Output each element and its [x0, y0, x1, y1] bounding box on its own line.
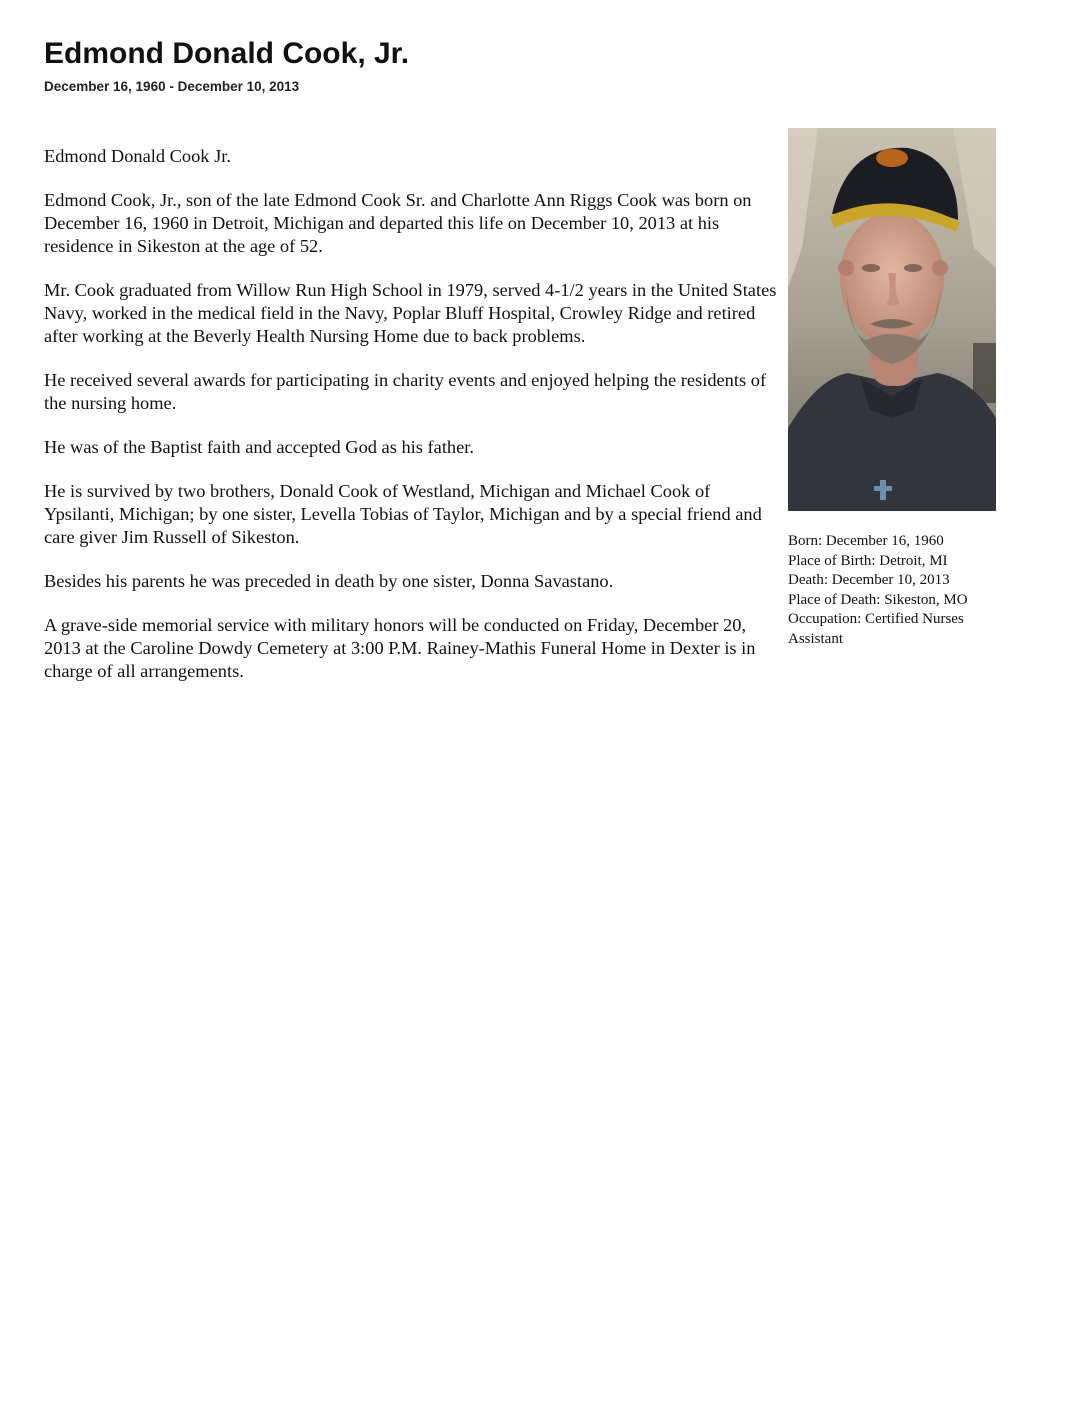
fact-born: Born: December 16, 1960 [788, 533, 944, 549]
obituary-paragraph-name: Edmond Donald Cook Jr. [44, 146, 231, 166]
fact-place-of-death: Place of Death: Sikeston, MO [788, 591, 968, 608]
obituary-paragraph-service: A grave-side memorial service with military honors will be conducted on Friday, December 20, 2013 at the Caroline Dowdy Cemetery at 3:00 P.M. Rainey-Mathis Funeral Home in Dexter is in charge of all arrangements. [44, 615, 756, 681]
obituary-paragraph-faith: He was of the Baptist faith and accepted God as his father. [44, 437, 474, 457]
fact-place-of-birth: Place of Birth: Detroit, MI [788, 552, 948, 569]
fact-occupation: Occupation: Certified Nurses Assistant [788, 611, 964, 647]
obituary-paragraph-awards: He received several awards for participating in charity events and enjoyed helping the residents of the nursing home. [44, 370, 767, 413]
obituary-paragraph-preceded: Besides his parents he was preceded in death by one sister, Donna Savastano. [44, 571, 614, 591]
portrait-photo [788, 128, 996, 511]
obituary-paragraph-birth: Edmond Cook, Jr., son of the late Edmond Cook Sr. and Charlotte Ann Riggs Cook was born on December 16, 1960 in Detroit, Michigan and departed this life on December 10, 2013 at his residence in Sikeston at the age of 52. [44, 190, 752, 256]
obituary-text [44, 145, 782, 704]
page-title: Edmond Donald Cook, Jr. [44, 37, 410, 70]
life-dates: December 16, 1960 - December 10, 2013 [44, 79, 300, 94]
page-header [44, 36, 1044, 96]
obituary-paragraph-survivors: He is survived by two brothers, Donald Cook of Westland, Michigan and Michael Cook of Ypsilanti, Michigan; by one sister, Levella Tobias of Taylor, Michigan and by a special friend and care giver Jim Russell of Sikeston. [44, 481, 762, 547]
obituary-paragraph-career: Mr. Cook graduated from Willow Run High School in 1979, served 4-1/2 years in the United States Navy, worked in the medical field in the Navy, Poplar Bluff Hospital, Crowley Ridge and retired after working at the Beverly Health Nursing Home due to back problems. [44, 280, 777, 346]
fact-death: Death: December 10, 2013 [788, 572, 950, 588]
vital-facts [788, 532, 1018, 649]
